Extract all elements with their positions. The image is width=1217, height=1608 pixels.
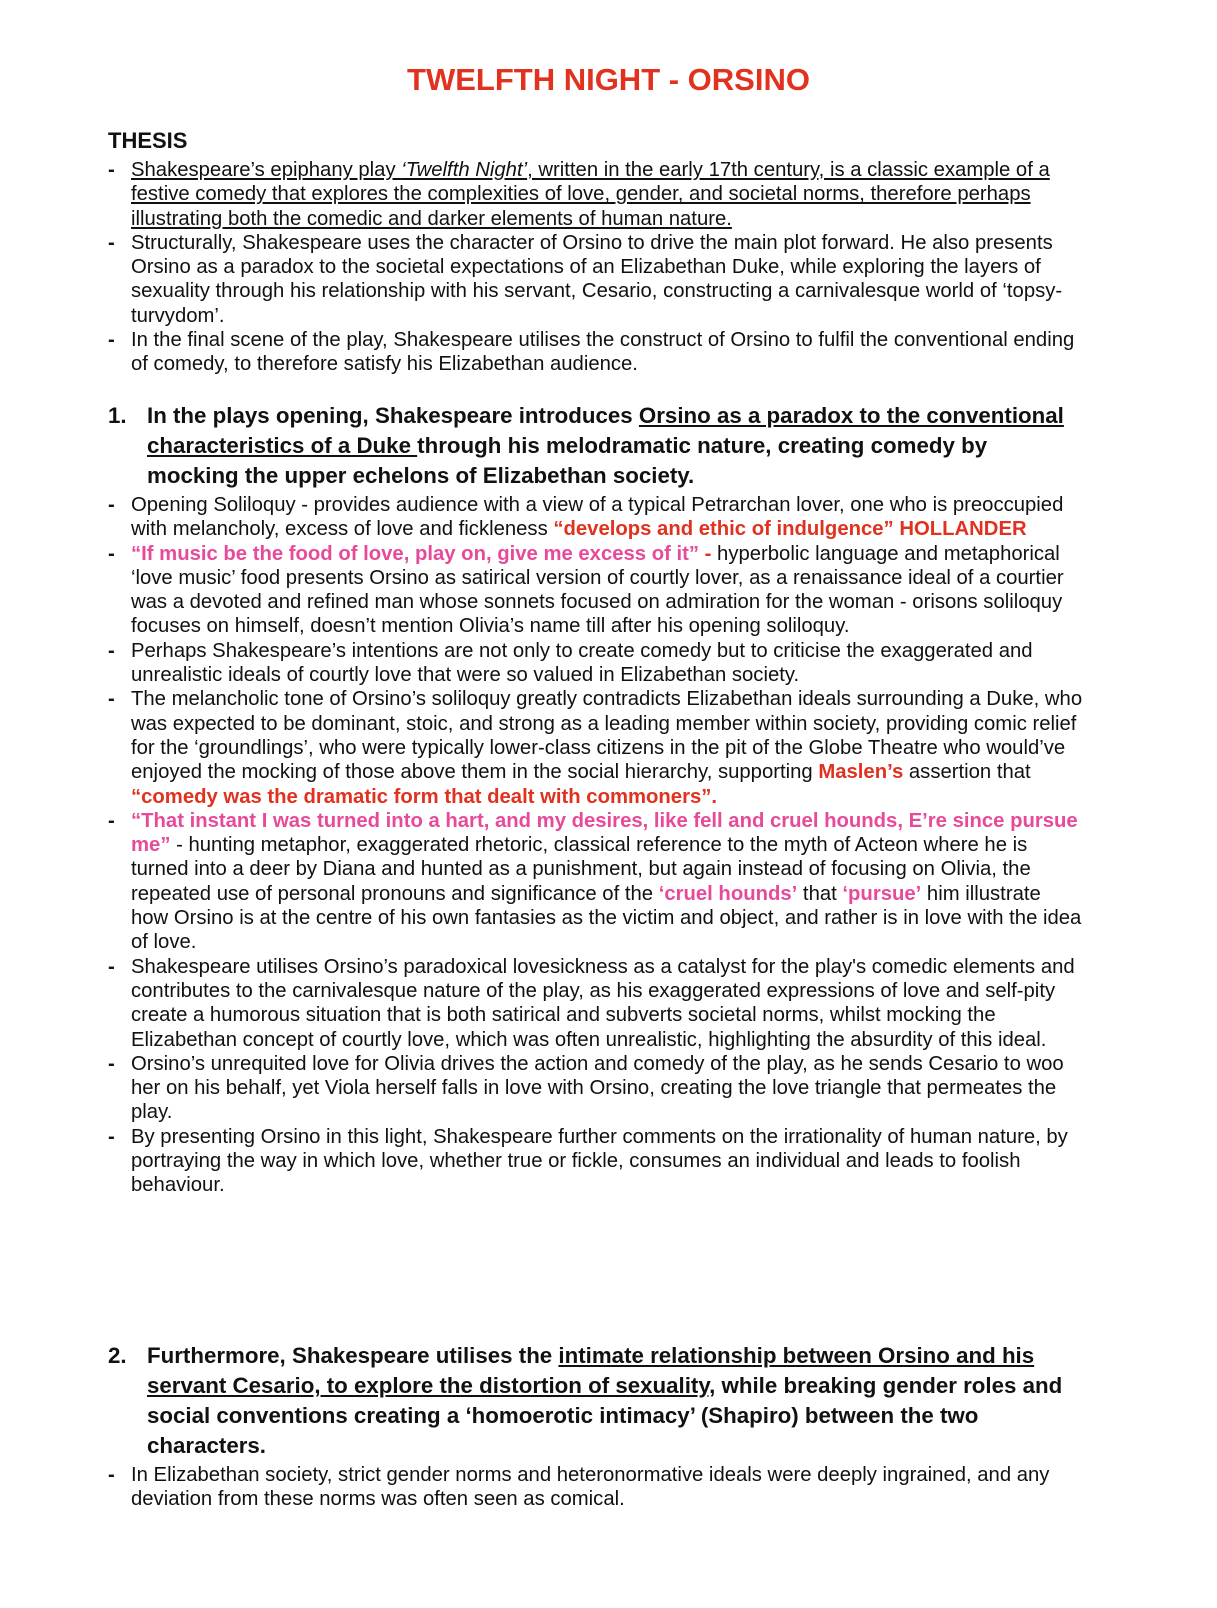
text-run: assertion that	[903, 761, 1031, 784]
text-run: In the plays opening, Shakespeare introduces	[147, 403, 639, 428]
bullet-item	[108, 328, 1083, 377]
text-run: In Elizabethan society, strict gender norms and heteronormative ideals were deeply ingrained, and any deviation from these norms was often seen as comical.	[131, 1464, 1050, 1511]
highlighted-quote: ‘pursue’	[842, 882, 922, 905]
bullet-item	[108, 231, 1083, 328]
text-run: The melancholic tone of Orsino’s soliloquy greatly contradicts Elizabethan ideals surrounding a Duke, who was expected to be dominant, stoic, and strong as a leading member within society, providing comic relief for the ‘groundlings’, who were typically lower-class citizens in the pit of the Globe Theatre who would’ve enjoyed the mocking of those above them in the social hierarchy, supporting	[131, 688, 1083, 784]
section-heading	[108, 401, 1083, 491]
bullet-item	[108, 542, 1083, 639]
text-run: hyperbolic language and metaphorical ‘love music’ food presents Orsino as satirical version of courtly lover, as a renaissance ideal of a courtier was a devoted and refined man whose sonnets focused on admiration for the woman - orisons soliloquy focuses on himself, doesn’t mention Olivia’s name till after his opening soliloquy.	[131, 542, 1064, 638]
text-run: through his melodramatic nature, creating comedy by mocking the upper echelons of Elizabethan society.	[147, 433, 988, 488]
section-1	[108, 401, 1083, 1198]
bullet-item	[108, 1125, 1083, 1198]
highlighted-quote: “If music be the food of love, play on, give me excess of it”	[131, 542, 700, 565]
text-run: Structurally, Shakespeare uses the character of Orsino to drive the main plot forward. He also presents Orsino as a paradox to the societal expectations of an Elizabethan Duke, while exploring the layers of sexuality through his relationship with his servant, Cesario, constructing a carnivalesque world of ‘topsy-turvydom’.	[131, 231, 1063, 327]
text-run: Shakespeare’s epiphany play	[131, 159, 402, 181]
text-run: - hunting metaphor, exaggerated rhetoric, classical reference to the myth of Acteon where he is turned into a deer by Diana and hunted as a punishment, but again instead of focusing on Olivia, the repeated use of personal pronouns and significance of the	[131, 834, 1031, 905]
section-number: 2.	[108, 1343, 127, 1368]
thesis-section	[108, 158, 1083, 377]
section-number: 1.	[108, 403, 127, 428]
bullet-item	[108, 1052, 1083, 1125]
text-run: By presenting Orsino in this light, Shakespeare further comments on the irrationality of human nature, by portraying the way in which love, whether true or fickle, consumes an individual and leads to foolish behaviour.	[131, 1125, 1068, 1197]
text-run: In the final scene of the play, Shakespeare utilises the construct of Orsino to fulfil the conventional ending of comedy, to therefore satisfy his Elizabethan audience.	[131, 329, 1075, 376]
text-run: Furthermore, Shakespeare utilises the	[147, 1343, 559, 1368]
text-run: Orsino’s unrequited love for Olivia drives the action and comedy of the play, as he sends Cesario to woo her on his behalf, yet Viola herself falls in love with Orsino, creating the love triangle that permeates the play.	[131, 1052, 1064, 1124]
text-run: while breaking gender roles and social conventions creating a ‘homoerotic intimacy’ (Shapiro) between the two characters.	[147, 1373, 1063, 1458]
text-run: him illustrate how Orsino is at the centre of his own fantasies as the victim and object, and rather is in love with the idea of love.	[131, 882, 1082, 954]
bullet-item	[108, 955, 1083, 1052]
highlighted-quote: “That instant I was turned into a hart, and my desires, like fell and cruel hounds, E’re since pursue me”	[131, 809, 1078, 857]
bullet-item	[108, 687, 1083, 808]
thesis-bullet-list	[108, 158, 1083, 377]
thesis-heading: THESIS	[108, 128, 188, 153]
bullet-list	[108, 493, 1083, 1198]
section-2	[108, 1341, 1083, 1512]
bullet-item	[108, 809, 1083, 955]
bullet-item	[108, 1463, 1083, 1512]
highlighted-quote: -	[699, 542, 718, 565]
bullet-list	[108, 1463, 1083, 1512]
highlighted-quote: “develops and ethic of indulgence” HOLLANDER	[553, 518, 1027, 541]
bullet-item	[108, 493, 1083, 542]
section-heading	[108, 1341, 1083, 1461]
highlighted-quote: ‘cruel hounds’	[658, 882, 798, 905]
text-run: Opening Soliloquy - provides audience with a view of a typical Petrarchan lover, one who is preoccupied with melancholy, excess of love and fickleness	[131, 494, 1064, 541]
text-run: Perhaps Shakespeare’s intentions are not only to create comedy but to criticise the exaggerated and unrealistic ideals of courtly love that were so valued in Elizabethan society.	[131, 639, 1033, 687]
highlighted-quote: “comedy was the dramatic form that dealt with commoners”.	[131, 785, 718, 808]
bullet-item	[108, 158, 1083, 231]
text-run: Orsino as a paradox to the conventional characteristics of a Duke	[147, 403, 1064, 458]
text-run: intimate relationship between Orsino and his servant Cesario, to explore the distortion of sexuality,	[147, 1343, 1035, 1398]
text-run: , written in the early 17th century, is a classic example of a festive comedy that explores the complexities of love, gender, and societal norms, therefore perhaps illustrating both the comedic and darker elements of human nature.	[131, 159, 1050, 230]
text-run: that	[797, 882, 843, 905]
text-run: Shakespeare utilises Orsino’s paradoxical lovesickness as a catalyst for the play's comedic elements and contributes to the carnivalesque nature of the play, as his exaggerated expressions of love and self-pity create a humorous situation that is both satirical and subverts societal norms, whilst mocking the Elizabethan concept of courtly love, which was often unrealistic, highlighting the absurdity of this ideal.	[131, 955, 1075, 1051]
bullet-item	[108, 639, 1083, 688]
document-title: TWELFTH NIGHT - ORSINO	[407, 62, 810, 97]
text-run: ‘Twelfth Night’	[401, 159, 528, 181]
highlighted-quote: Maslen’s	[818, 761, 904, 784]
